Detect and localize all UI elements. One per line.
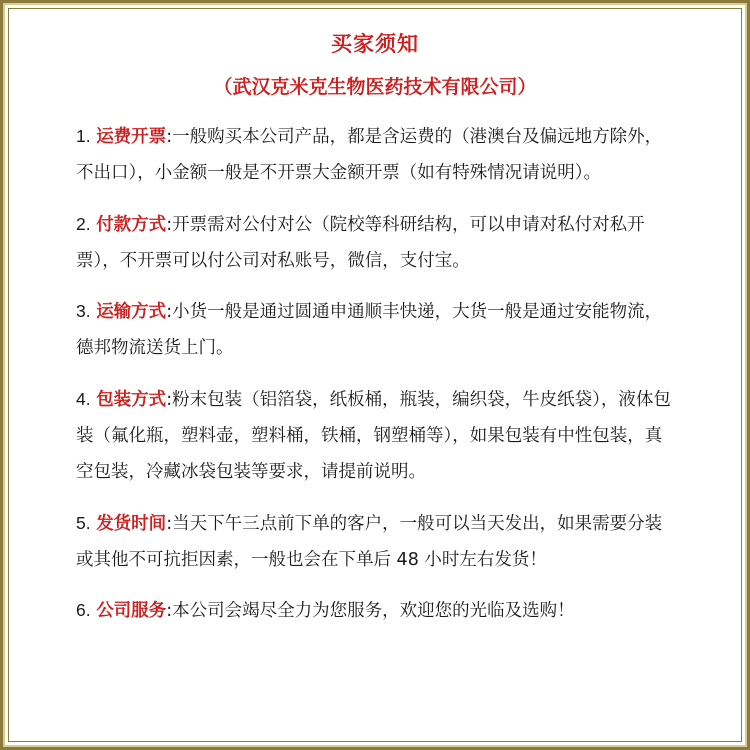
item-text: 一般购买本公司产品，都是含运费的（港澳台及偏远地方除外，不出口），小金额一般是不开票大金额开票（如有特殊情况请说明）。 [76, 127, 663, 184]
item-label: 包装方式 [96, 389, 167, 410]
item-separator: : [166, 127, 173, 147]
item-label: 公司服务 [96, 601, 167, 622]
notice-item-packaging-method [76, 381, 676, 491]
item-separator: : [166, 513, 173, 534]
item-label: 运输方式 [96, 302, 167, 323]
page-title: 买家须知 [331, 32, 419, 56]
item-number: 1. [76, 126, 91, 146]
notice-item-delivery-time [76, 505, 676, 579]
notice-item-company-service [76, 592, 676, 629]
notice-item-payment-method [76, 206, 676, 280]
company-name: （武汉克米克生物医药技术有限公司） [213, 76, 537, 98]
item-separator: : [166, 302, 173, 323]
item-number: 6. [76, 600, 91, 621]
item-text: 当天下午三点前下单的客户，一般可以当天发出，如果需要分装或其他不可抗拒因素，一般也会在下单后 48 小时左右发货！ [76, 513, 663, 570]
item-number: 3. [76, 301, 91, 322]
item-number: 5. [76, 512, 91, 533]
item-label: 运费开票 [96, 127, 167, 147]
item-number: 4. [76, 388, 91, 409]
item-label: 付款方式 [96, 214, 167, 235]
item-separator: : [166, 601, 173, 622]
item-text: 本公司会竭尽全力为您服务，欢迎您的光临及选购！ [172, 601, 575, 622]
notice-list [76, 118, 676, 644]
item-separator: : [166, 214, 173, 235]
notice-item-transport-method [76, 293, 676, 367]
item-separator: : [166, 389, 173, 410]
item-text: 开票需对公付对公（院校等科研结构，可以申请对私付对私开票），不开票可以付公司对私账号，微信，支付宝。 [76, 214, 645, 271]
item-text: 粉末包装（铝箔袋，纸板桶，瓶装，编织袋，牛皮纸袋），液体包装（氟化瓶，塑料壶，塑料桶，铁桶，钢塑桶等），如果包装有中性包装，真空包装，冷藏冰袋包装等要求，请提前说明。 [76, 389, 671, 483]
item-text: 小货一般是通过圆通申通顺丰快递，大货一般是通过安能物流，德邦物流送货上门。 [76, 302, 663, 359]
item-number: 2. [76, 213, 91, 234]
notice-item-shipping-invoice [76, 118, 676, 192]
item-label: 发货时间 [96, 513, 167, 534]
